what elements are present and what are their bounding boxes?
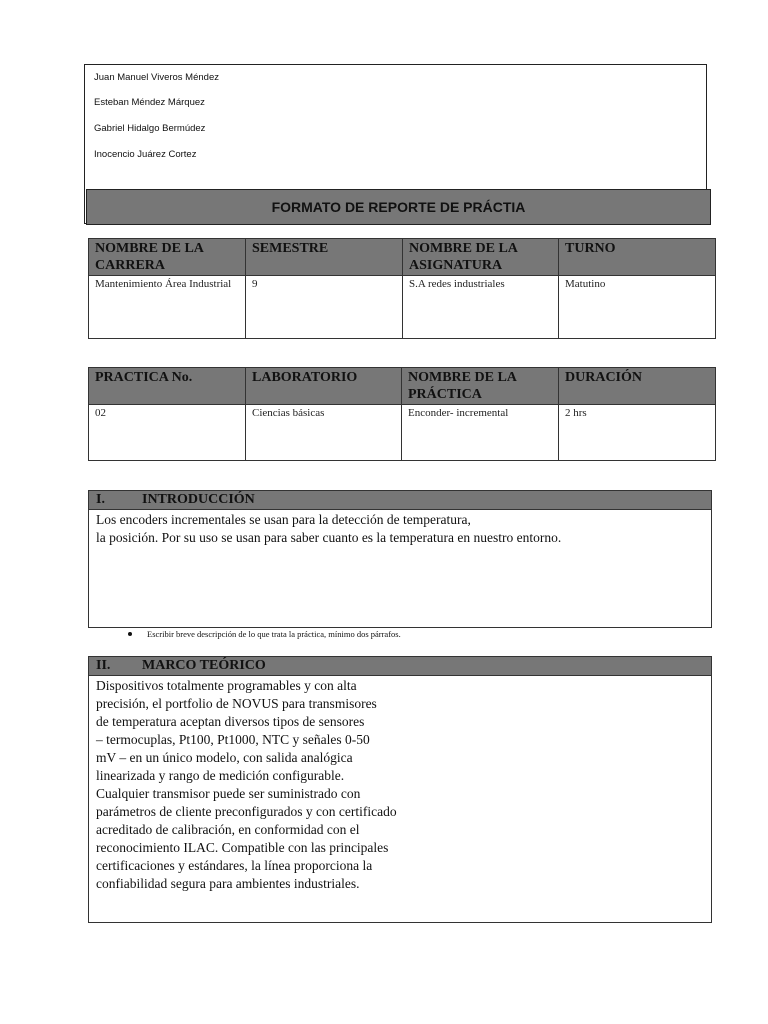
author-name: Esteban Méndez Márquez <box>94 97 205 108</box>
text-line: parámetros de cliente preconfigurados y con certificado <box>96 804 397 819</box>
table-header: TURNO <box>559 239 716 276</box>
text-line: linearizada y rango de medición configurable. <box>96 768 345 783</box>
text-line: Dispositivos totalmente programables y con alta <box>96 678 357 693</box>
instruction-note <box>128 629 401 639</box>
theory-text <box>89 676 711 894</box>
section-number: I. <box>96 492 105 507</box>
table-cell: 2 hrs <box>559 405 716 461</box>
section-title: MARCO TEÓRICO <box>142 658 266 673</box>
section-heading <box>89 491 711 510</box>
text-line: certificaciones y estándares, la línea proporciona la <box>96 858 373 873</box>
section-number: II. <box>96 658 111 673</box>
text-line: Los encoders incrementales se usan para la detección de temperatura, <box>96 512 471 527</box>
author-name: Gabriel Hidalgo Bermúdez <box>94 123 206 134</box>
text-line: confiabilidad segura para ambientes industriales. <box>96 876 360 891</box>
table-cell: Ciencias básicas <box>246 405 402 461</box>
introduction-text <box>89 510 711 548</box>
table-cell: S.A redes industriales <box>403 276 559 339</box>
author-name: Inocencio Juárez Cortez <box>94 149 197 160</box>
table-header: PRACTICA No. <box>89 368 246 405</box>
bullet-icon <box>128 632 132 636</box>
text-line: reconocimiento ILAC. Compatible con las principales <box>96 840 389 855</box>
theory-section <box>88 656 712 923</box>
text-line: la posición. Por su uso se usan para saber cuanto es la temperatura en nuestro entorno. <box>96 530 562 545</box>
note-text: Escribir breve descripción de lo que trata la práctica, mínimo dos párrafos. <box>147 629 401 639</box>
table-header: SEMESTRE <box>246 239 403 276</box>
section-heading <box>89 657 711 676</box>
table-cell: Matutino <box>559 276 716 339</box>
table-cell: Mantenimiento Área Industrial <box>89 276 246 339</box>
report-title: FORMATO DE REPORTE DE PRÁCTIA <box>86 189 711 225</box>
author-name: Juan Manuel Viveros Méndez <box>94 72 219 83</box>
text-line: acreditado de calibración, en conformidad con el <box>96 822 360 837</box>
text-line: precisión, el portfolio de NOVUS para transmisores <box>96 696 377 711</box>
practice-table <box>88 367 716 461</box>
table-header: LABORATORIO <box>246 368 402 405</box>
table-header: NOMBRE DE LA CARRERA <box>89 239 246 276</box>
section-title: INTRODUCCIÓN <box>142 492 255 507</box>
table-header: NOMBRE DE LA PRÁCTICA <box>402 368 559 405</box>
table-cell: 02 <box>89 405 246 461</box>
introduction-section <box>88 490 712 628</box>
career-table <box>88 238 716 339</box>
text-line: – termocuplas, Pt100, Pt1000, NTC y señales 0-50 <box>96 732 370 747</box>
text-line: mV – en un único modelo, con salida analógica <box>96 750 353 765</box>
table-header: DURACIÓN <box>559 368 716 405</box>
table-cell: 9 <box>246 276 403 339</box>
table-header: NOMBRE DE LA ASIGNATURA <box>403 239 559 276</box>
text-line: de temperatura aceptan diversos tipos de sensores <box>96 714 365 729</box>
table-cell: Enconder- incremental <box>402 405 559 461</box>
text-line: Cualquier transmisor puede ser suministrado con <box>96 786 361 801</box>
